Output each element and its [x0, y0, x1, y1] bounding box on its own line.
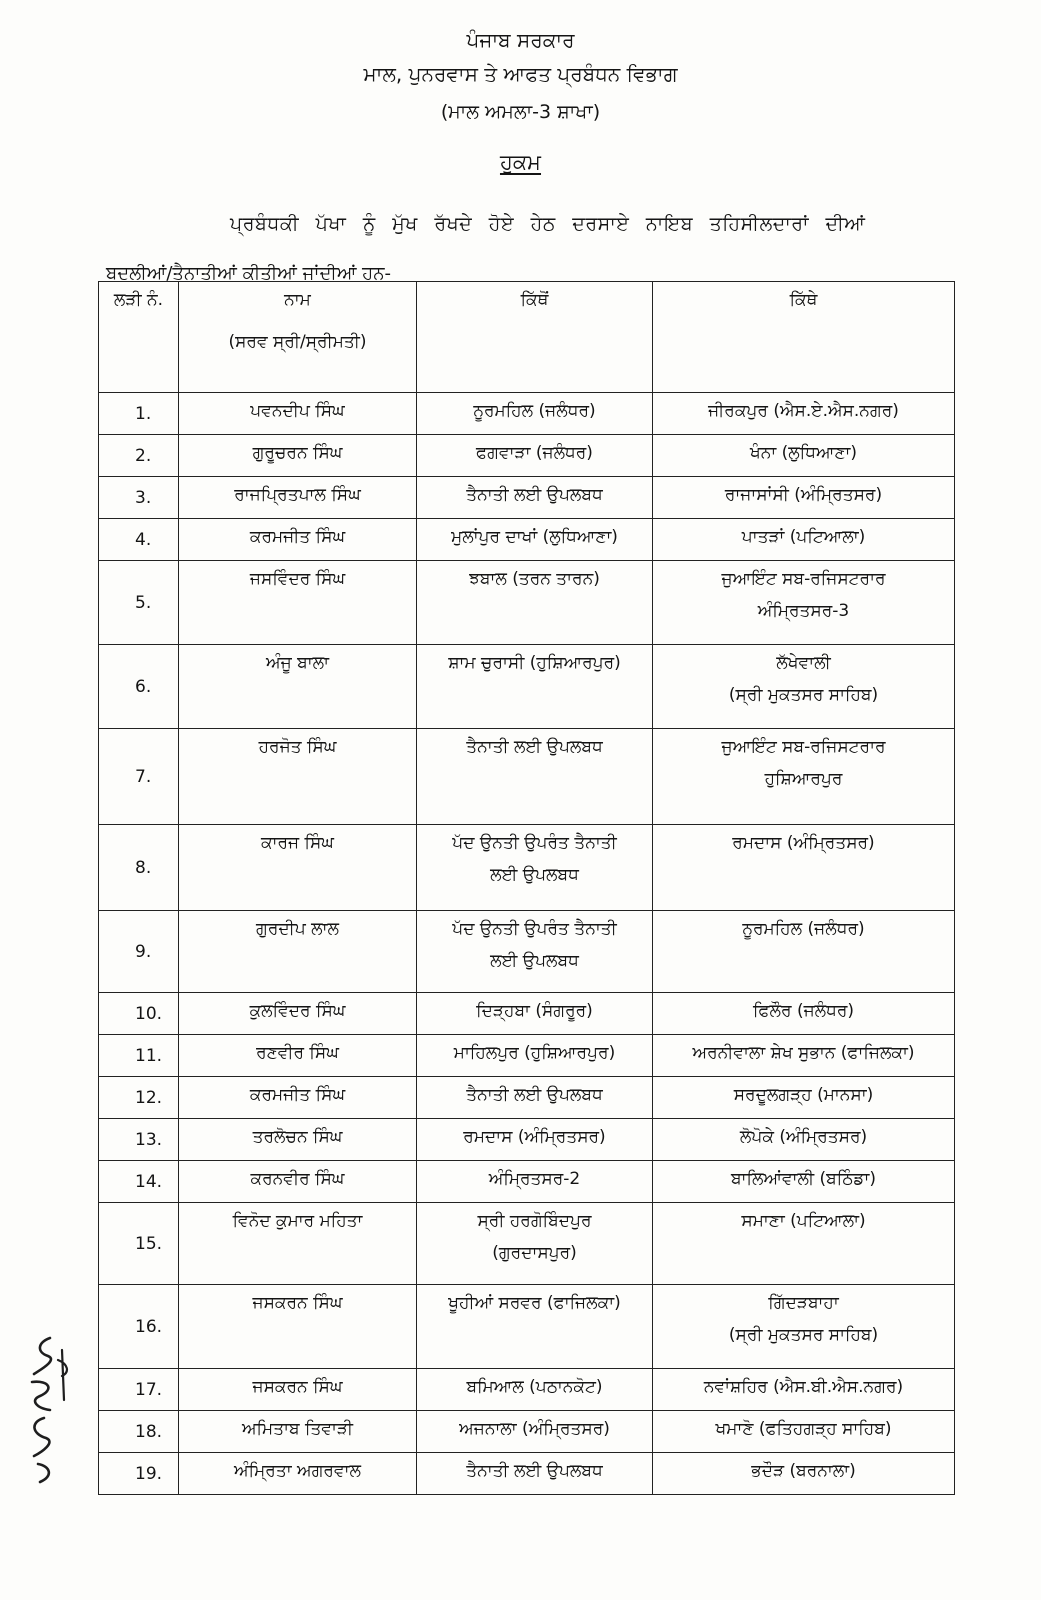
table-row	[99, 1411, 955, 1453]
table-body	[99, 393, 955, 1495]
table-row	[99, 1119, 955, 1161]
row-serial: 4.	[99, 519, 179, 561]
row-to	[653, 911, 955, 993]
row-from-line2: ਲਈ ਉਪਲਬਧ	[490, 865, 579, 885]
row-to	[653, 1035, 955, 1077]
row-to-line1: ਲੋਪੋਕੇ (ਅੰਮ੍ਰਿਤਸਰ)	[739, 1127, 868, 1147]
row-to	[653, 1077, 955, 1119]
row-from-line1: ਬਮਿਆਲ (ਪਠਾਨਕੋਟ)	[466, 1377, 603, 1397]
row-from	[417, 729, 653, 825]
table-row	[99, 1161, 955, 1203]
table-row	[99, 825, 955, 911]
row-to	[653, 993, 955, 1035]
row-to-line1: ਸਰਦੂਲਗੜ੍ਹ (ਮਾਨਸਾ)	[733, 1085, 874, 1105]
row-name: ਕਰਮਜੀਤ ਸਿੰਘ	[179, 1077, 417, 1119]
row-from	[417, 1161, 653, 1203]
table-row	[99, 1453, 955, 1495]
row-from	[417, 993, 653, 1035]
row-from	[417, 477, 653, 519]
row-from	[417, 1035, 653, 1077]
row-to-line1: ਰਾਜਾਸਾਂਸੀ (ਅੰਮ੍ਰਿਤਸਰ)	[724, 485, 883, 505]
row-from-line1: ਖੂਹੀਆਂ ਸਰਵਰ (ਫਾਜਿਲਕਾ)	[448, 1293, 621, 1313]
table-row	[99, 1035, 955, 1077]
table-header-row	[99, 282, 955, 393]
row-to-line2: (ਸ੍ਰੀ ਮੁਕਤਸਰ ਸਾਹਿਬ)	[728, 685, 879, 705]
row-from	[417, 1453, 653, 1495]
row-from-line1: ਪੱਦ ਉਨਤੀ ਉਪਰੰਤ ਤੈਨਾਤੀ	[452, 833, 617, 853]
row-name: ਰਾਜਪ੍ਰਿਤਪਾਲ ਸਿੰਘ	[179, 477, 417, 519]
table-row	[99, 393, 955, 435]
row-name: ਰਣਵੀਰ ਸਿੰਘ	[179, 1035, 417, 1077]
row-to	[653, 1119, 955, 1161]
row-serial: 18.	[99, 1411, 179, 1453]
row-serial: 3.	[99, 477, 179, 519]
row-serial: 19.	[99, 1453, 179, 1495]
row-name: ਕਰਮਜੀਤ ਸਿੰਘ	[179, 519, 417, 561]
table-row	[99, 645, 955, 729]
row-from	[417, 1077, 653, 1119]
table-row	[99, 729, 955, 825]
row-from	[417, 561, 653, 645]
row-to	[653, 1203, 955, 1285]
row-to-line1: ਅਰਨੀਵਾਲਾ ਸ਼ੇਖ ਸੁਭਾਨ (ਫਾਜਿਲਕਾ)	[692, 1043, 915, 1063]
department-heading: ਮਾਲ, ਪੁਨਰਵਾਸ ਤੇ ਆਫਤ ਪ੍ਰਬੰਧਨ ਵਿਭਾਗ	[363, 62, 678, 86]
table-row	[99, 561, 955, 645]
row-to-line1: ਖਮਾਣੋ (ਫਤਿਹਗੜ੍ਹ ਸਾਹਿਬ)	[715, 1419, 892, 1439]
row-to-line1: ਭਦੌੜ (ਬਰਨਾਲਾ)	[751, 1461, 856, 1481]
header-name-label: ਨਾਮ	[284, 290, 311, 310]
row-from	[417, 1369, 653, 1411]
row-from	[417, 1411, 653, 1453]
intro-line-2: ਬਦਲੀਆਂ/ਤੈਨਾਤੀਆਂ ਕੀਤੀਆਂ ਜਾਂਦੀਆਂ ਹਨ-	[106, 263, 391, 284]
row-name: ਗੁਰੂਚਰਨ ਸਿੰਘ	[179, 435, 417, 477]
branch-heading: (ਮਾਲ ਅਮਲਾ-3 ਸ਼ਾਖਾ)	[440, 101, 601, 123]
row-to-line2: ਹੁਸ਼ਿਆਰਪੁਰ	[764, 769, 843, 789]
row-to-line1: ਰਮਦਾਸ (ਅੰਮ੍ਰਿਤਸਰ)	[732, 833, 875, 853]
order-title-text: ਹੁਕਮ	[499, 150, 542, 174]
row-serial: 13.	[99, 1119, 179, 1161]
row-from	[417, 1119, 653, 1161]
row-to	[653, 435, 955, 477]
row-from-line2: (ਗੁਰਦਾਸਪੁਰ)	[492, 1243, 577, 1263]
row-name: ਤਰਲੋਚਨ ਸਿੰਘ	[179, 1119, 417, 1161]
row-serial: 17.	[99, 1369, 179, 1411]
government-heading: ਪੰਜਾਬ ਸਰਕਾਰ	[466, 28, 575, 52]
row-to-line1: ਲੱਖੇਵਾਲੀ	[776, 653, 831, 673]
row-to	[653, 519, 955, 561]
order-title	[0, 150, 1041, 174]
row-serial: 2.	[99, 435, 179, 477]
row-to-line1: ਨਵਾਂਸ਼ਹਿਰ (ਐਸ.ਬੀ.ਐਸ.ਨਗਰ)	[703, 1377, 904, 1397]
row-from-line1: ਝਬਾਲ (ਤਰਨ ਤਾਰਨ)	[469, 569, 600, 589]
row-serial: 14.	[99, 1161, 179, 1203]
row-to-line1: ਜੁਆਇੰਟ ਸਬ-ਰਜਿਸਟਰਾਰ	[721, 569, 886, 589]
table-row	[99, 1203, 955, 1285]
row-from-line1: ਤੈਨਾਤੀ ਲਈ ਉਪਲਬਧ	[466, 1461, 603, 1481]
row-to	[653, 729, 955, 825]
row-to-line1: ਪਾਤੜਾਂ (ਪਟਿਆਲਾ)	[741, 527, 866, 547]
table-row	[99, 911, 955, 993]
row-name: ਕਾਰਜ ਸਿੰਘ	[179, 825, 417, 911]
row-from	[417, 393, 653, 435]
row-name: ਅਮਿਤਾਬ ਤਿਵਾੜੀ	[179, 1411, 417, 1453]
row-to-line2: ਅੰਮ੍ਰਿਤਸਰ-3	[757, 601, 850, 621]
row-name: ਕਰਨਵੀਰ ਸਿੰਘ	[179, 1161, 417, 1203]
row-to-line1: ਫਿਲੌਰ (ਜਲੰਧਰ)	[752, 1001, 855, 1021]
header-from: ਕਿੱਥੋਂ	[417, 282, 653, 393]
row-to	[653, 1411, 955, 1453]
row-name: ਹਰਜੋਤ ਸਿੰਘ	[179, 729, 417, 825]
row-from-line1: ਦਿੜ੍ਹਬਾ (ਸੰਗਰੂਰ)	[476, 1001, 593, 1021]
row-serial: 9.	[99, 911, 179, 993]
table-row	[99, 435, 955, 477]
row-from-line1: ਮੁਲਾਂਪੁਰ ਦਾਖਾਂ (ਲੁਧਿਆਣਾ)	[451, 527, 618, 547]
row-name: ਜਸਵਿੰਦਰ ਸਿੰਘ	[179, 561, 417, 645]
row-name: ਅੰਜੂ ਬਾਲਾ	[179, 645, 417, 729]
row-from-line2: ਲਈ ਉਪਲਬਧ	[490, 951, 579, 971]
row-from-line1: ਅਜਨਾਲਾ (ਅੰਮ੍ਰਿਤਸਰ)	[459, 1419, 610, 1439]
row-serial: 16.	[99, 1285, 179, 1369]
table-row	[99, 1077, 955, 1119]
header-name	[179, 282, 417, 393]
row-from	[417, 435, 653, 477]
row-serial: 15.	[99, 1203, 179, 1285]
row-from	[417, 911, 653, 993]
row-from-line1: ਤੈਨਾਤੀ ਲਈ ਉਪਲਬਧ	[466, 485, 603, 505]
row-from-line1: ਰਮਦਾਸ (ਅੰਮ੍ਰਿਤਸਰ)	[463, 1127, 606, 1147]
intro-line-1: ਪ੍ਰਬੰਧਕੀ ਪੱਖਾ ਨੂੰ ਮੁੱਖ ਰੱਖਦੇ ਹੋਏ ਹੇਠ ਦਰਸਾਏ ਨਾਇਬ ਤਹਿਸੀਲਦਾਰਾਂ ਦੀਆਂ	[230, 213, 866, 235]
row-to	[653, 825, 955, 911]
row-from-line1: ਅੰਮ੍ਰਿਤਸਰ-2	[488, 1169, 581, 1189]
row-serial: 1.	[99, 393, 179, 435]
row-from-line1: ਸ਼ਾਮ ਚੁਰਾਸੀ (ਹੁਸ਼ਿਆਰਪੁਰ)	[448, 653, 621, 673]
row-name: ਅੰਮ੍ਰਿਤਾ ਅਗਰਵਾਲ	[179, 1453, 417, 1495]
row-serial: 6.	[99, 645, 179, 729]
row-to	[653, 645, 955, 729]
row-serial: 7.	[99, 729, 179, 825]
row-to	[653, 1285, 955, 1369]
row-from-line1: ਤੈਨਾਤੀ ਲਈ ਉਪਲਬਧ	[466, 737, 603, 757]
row-to-line1: ਬਾਲਿਆਂਵਾਲੀ (ਬਠਿੰਡਾ)	[731, 1169, 876, 1189]
table-row	[99, 477, 955, 519]
table-row	[99, 1285, 955, 1369]
table-row	[99, 1369, 955, 1411]
row-from-line1: ਨੂਰਮਹਿਲ (ਜਲੰਧਰ)	[473, 401, 596, 421]
row-to	[653, 477, 955, 519]
row-from-line1: ਤੈਨਾਤੀ ਲਈ ਉਪਲਬਧ	[466, 1085, 603, 1105]
row-from-line1: ਫਗਵਾੜਾ (ਜਲੰਧਰ)	[476, 443, 593, 463]
header-name-sub: (ਸਰਵ ਸ੍ਰੀ/ਸ੍ਰੀਮਤੀ)	[228, 332, 367, 352]
row-to	[653, 1161, 955, 1203]
transfer-table	[98, 281, 955, 1495]
row-name: ਜਸਕਰਨ ਸਿੰਘ	[179, 1369, 417, 1411]
row-name: ਕੁਲਵਿੰਦਰ ਸਿੰਘ	[179, 993, 417, 1035]
table-row	[99, 993, 955, 1035]
row-name: ਜਸਕਰਨ ਸਿੰਘ	[179, 1285, 417, 1369]
row-from	[417, 645, 653, 729]
row-serial: 10.	[99, 993, 179, 1035]
row-from	[417, 825, 653, 911]
row-to	[653, 1453, 955, 1495]
row-serial: 8.	[99, 825, 179, 911]
row-to-line1: ਸਮਾਣਾ (ਪਟਿਆਲਾ)	[741, 1211, 866, 1231]
row-from-line1: ਮਾਹਿਲਪੁਰ (ਹੁਸ਼ਿਆਰਪੁਰ)	[453, 1043, 616, 1063]
row-to-line1: ਖੰਨਾ (ਲੁਧਿਆਣਾ)	[749, 443, 858, 463]
row-serial: 12.	[99, 1077, 179, 1119]
table-row	[99, 519, 955, 561]
row-from	[417, 1203, 653, 1285]
row-from-line1: ਪੱਦ ਉਨਤੀ ਉਪਰੰਤ ਤੈਨਾਤੀ	[452, 919, 617, 939]
row-from	[417, 519, 653, 561]
row-to-line1: ਨੂਰਮਹਿਲ (ਜਲੰਧਰ)	[742, 919, 865, 939]
header-sno: ਲੜੀ ਨੰ.	[99, 282, 179, 393]
header-to: ਕਿੱਥੇ	[653, 282, 955, 393]
row-to	[653, 1369, 955, 1411]
row-to-line1: ਗਿੱਦੜਬਾਹਾ	[768, 1293, 839, 1313]
handwritten-signature	[10, 1330, 80, 1490]
row-to	[653, 393, 955, 435]
row-to-line2: (ਸ੍ਰੀ ਮੁਕਤਸਰ ਸਾਹਿਬ)	[728, 1325, 879, 1345]
row-from-line1: ਸ੍ਰੀ ਹਰਗੋਬਿੰਦਪੁਰ	[477, 1211, 592, 1231]
row-name: ਪਵਨਦੀਪ ਸਿੰਘ	[179, 393, 417, 435]
row-name: ਗੁਰਦੀਪ ਲਾਲ	[179, 911, 417, 993]
row-name: ਵਿਨੋਦ ਕੁਮਾਰ ਮਹਿਤਾ	[179, 1203, 417, 1285]
row-to-line1: ਜੀਰਕਪੁਰ (ਐਸ.ਏ.ਐਸ.ਨਗਰ)	[708, 401, 899, 421]
row-from	[417, 1285, 653, 1369]
row-to	[653, 561, 955, 645]
row-serial: 5.	[99, 561, 179, 645]
row-to-line1: ਜੁਆਇੰਟ ਸਬ-ਰਜਿਸਟਰਾਰ	[721, 737, 886, 757]
row-serial: 11.	[99, 1035, 179, 1077]
